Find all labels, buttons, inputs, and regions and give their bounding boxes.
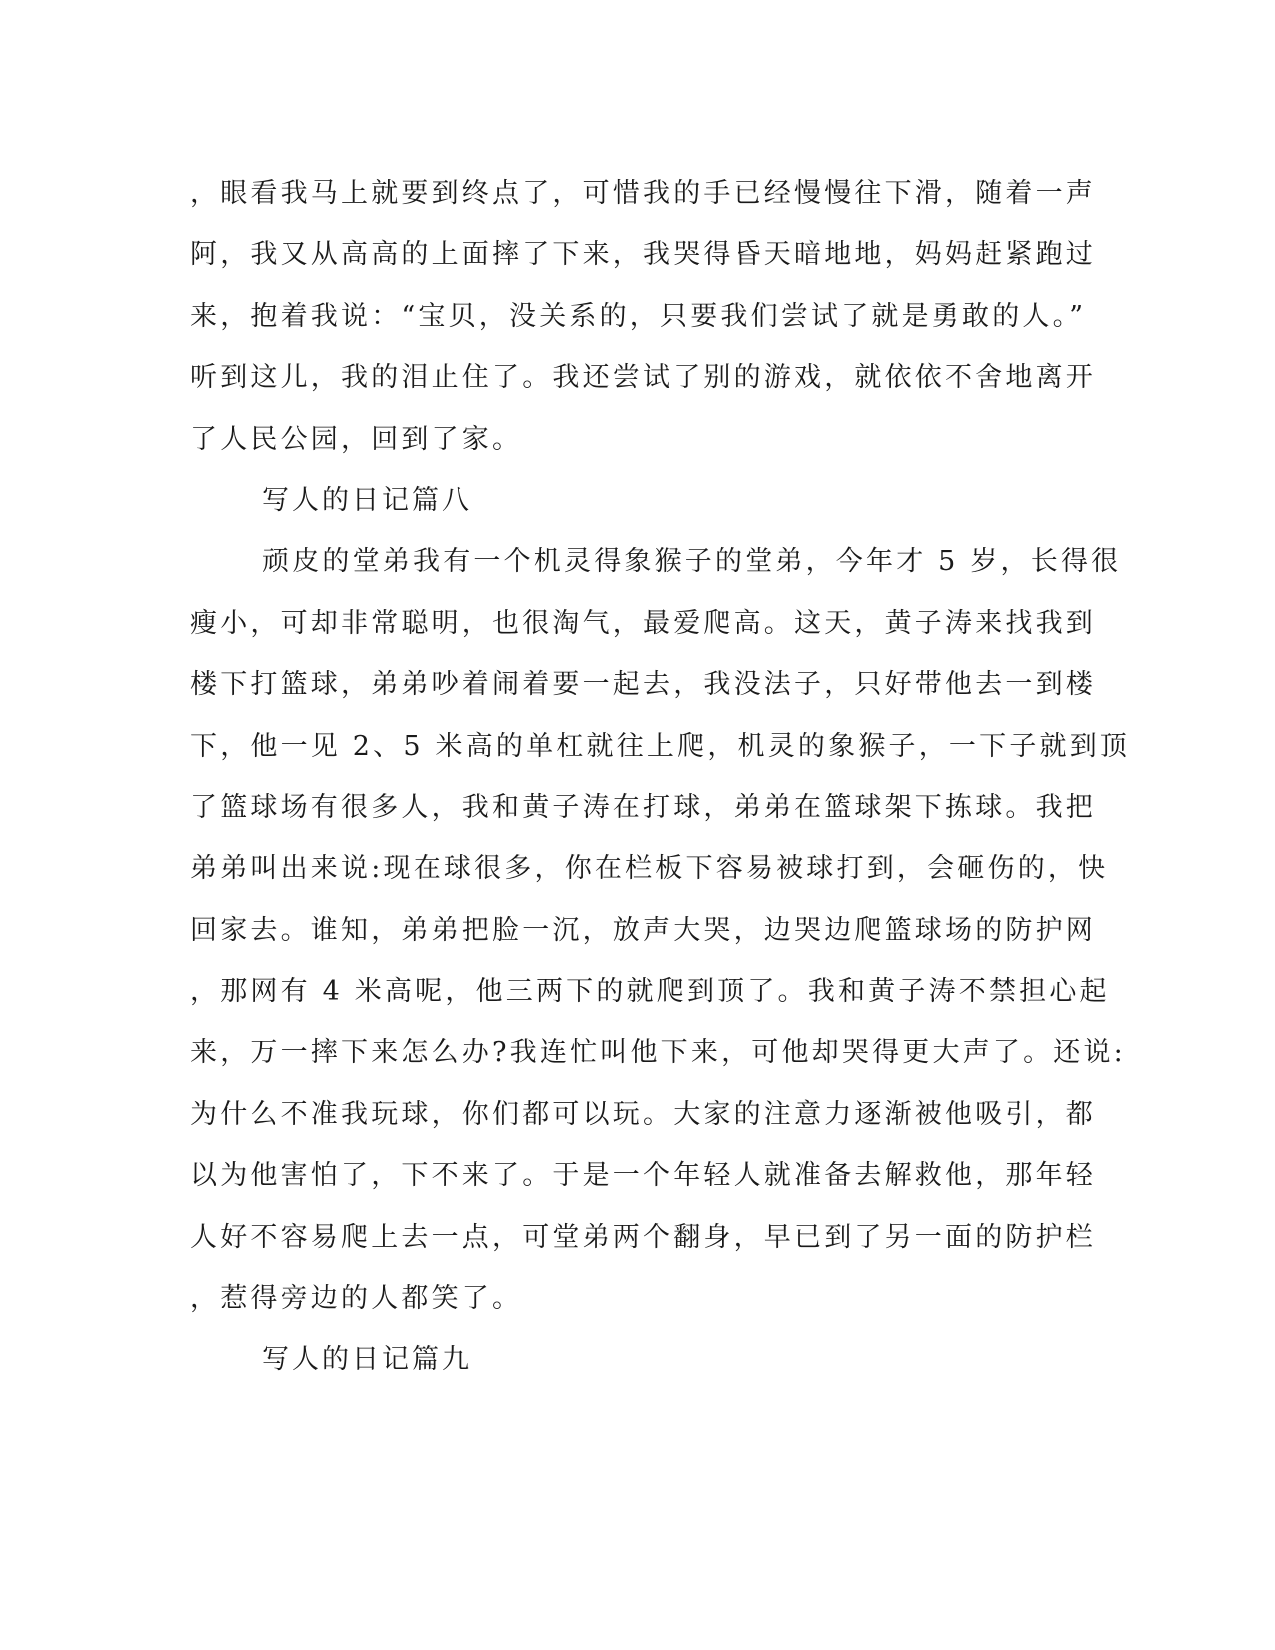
paragraph-first-line: 顽皮的堂弟我有一个机灵得象猴子的堂弟，今年才 5 岁，长得很 <box>262 546 1122 578</box>
text-line: 阿，我又从高高的上面摔了下来，我哭得昏天暗地地，妈妈赶紧跑过 <box>190 239 1096 271</box>
text-line: 以为他害怕了，下不来了。于是一个年轻人就准备去解救他，那年轻 <box>190 1160 1096 1192</box>
text-line: ，眼看我马上就要到终点了，可惜我的手已经慢慢往下滑，随着一声 <box>190 178 1096 209</box>
text-line: 听到这儿，我的泪止住了。我还尝试了别的游戏，就依依不舍地离开 <box>190 362 1096 394</box>
text-line: 为什么不准我玩球，你们都可以玩。大家的注意力逐渐被他吸引，都 <box>190 1098 1096 1130</box>
section-heading: 写人的日记篇九 <box>262 1344 472 1376</box>
text-line: 来，万一摔下来怎么办?我连忙叫他下来，可他却哭得更大声了。还说: <box>190 1037 1126 1069</box>
document-body <box>190 163 1131 1391</box>
text-line: 回家去。谁知，弟弟把脸一沉，放声大哭，边哭边爬篮球场的防护网 <box>190 914 1096 946</box>
text-line: ，惹得旁边的人都笑了。 <box>190 1283 523 1315</box>
text-line: 下，他一见 2、5 米高的单杠就往上爬，机灵的象猴子，一下子就到顶 <box>190 730 1131 762</box>
text-line: 了篮球场有很多人，我和黄子涛在打球，弟弟在篮球架下拣球。我把 <box>190 791 1096 823</box>
text-line: 瘦小，可却非常聪明，也很淘气，最爱爬高。这天，黄子涛来找我到 <box>190 607 1096 639</box>
text-line: ，那网有 4 米高呢，他三两下的就爬到顶了。我和黄子涛不禁担心起 <box>190 976 1110 1008</box>
text-line: 了人民公园，回到了家。 <box>190 423 523 455</box>
text-line: 楼下打篮球，弟弟吵着闹着要一起去，我没法子，只好带他去一到楼 <box>190 669 1096 701</box>
text-line: 来，抱着我说：“宝贝，没关系的，只要我们尝试了就是勇敢的人。” <box>190 300 1087 332</box>
section-heading: 写人的日记篇八 <box>262 484 472 516</box>
text-line: 人好不容易爬上去一点，可堂弟两个翻身，早已到了另一面的防护栏 <box>190 1221 1096 1253</box>
text-line: 弟弟叫出来说:现在球很多，你在栏板下容易被球打到，会砸伤的，快 <box>190 853 1109 885</box>
